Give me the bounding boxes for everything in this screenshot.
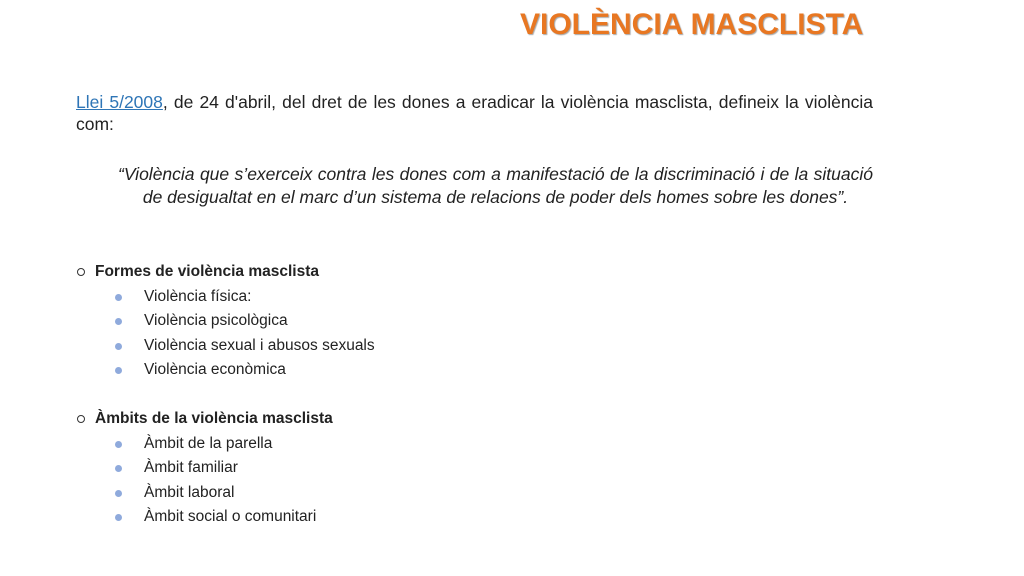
law-link[interactable]: Llei 5/2008 [76, 92, 163, 112]
list-item-label: Àmbit familiar [144, 459, 238, 476]
dot-bullet-icon [115, 465, 122, 472]
list-item-label: Violència física: [144, 287, 252, 305]
dot-bullet-icon [115, 367, 122, 374]
dot-bullet-icon [115, 441, 122, 448]
definition-quote: “Violència que s’exerceix contra les dones com a manifestació de la discriminació i de la situació de desigualtat en el marc d’un sistema de relacions de poder dels homes sobre les dones”. [118, 164, 873, 207]
list-item [76, 334, 375, 359]
list-item-label: Àmbit social o comunitari [144, 508, 317, 525]
dot-bullet-icon [115, 490, 122, 497]
list-item-label: Àmbit laboral [144, 483, 235, 501]
ring-bullet-icon [77, 268, 85, 276]
ring-bullet-icon [77, 415, 85, 423]
list-item [76, 432, 333, 457]
intro-paragraph [76, 91, 873, 135]
list-item [76, 285, 375, 310]
section-heading-label: Àmbits de la violència masclista [95, 410, 333, 427]
list-item [76, 505, 333, 530]
list-item [76, 358, 375, 383]
list-item-label: Violència sexual i abusos sexuals [144, 336, 375, 354]
list-item-label: Violència psicològica [144, 312, 288, 329]
section-forms [76, 260, 375, 383]
list-item [76, 309, 375, 334]
page-title: VIOLÈNCIA MASCLISTA [520, 8, 864, 41]
section-heading [76, 260, 375, 285]
list-item [76, 456, 333, 481]
dot-bullet-icon [115, 318, 122, 325]
areas-list [76, 432, 333, 530]
section-heading-label: Formes de violència masclista [95, 263, 319, 280]
dot-bullet-icon [115, 514, 122, 521]
section-heading [76, 407, 333, 432]
intro-text: , de 24 d'abril, del dret de les dones a eradicar la violència masclista, defineix la violència com: [76, 92, 873, 134]
dot-bullet-icon [115, 294, 122, 301]
list-item-label: Violència econòmica [144, 361, 286, 378]
forms-list [76, 285, 375, 383]
list-item-label: Àmbit de la parella [144, 434, 273, 452]
section-areas [76, 407, 333, 530]
list-item [76, 481, 333, 506]
dot-bullet-icon [115, 343, 122, 350]
